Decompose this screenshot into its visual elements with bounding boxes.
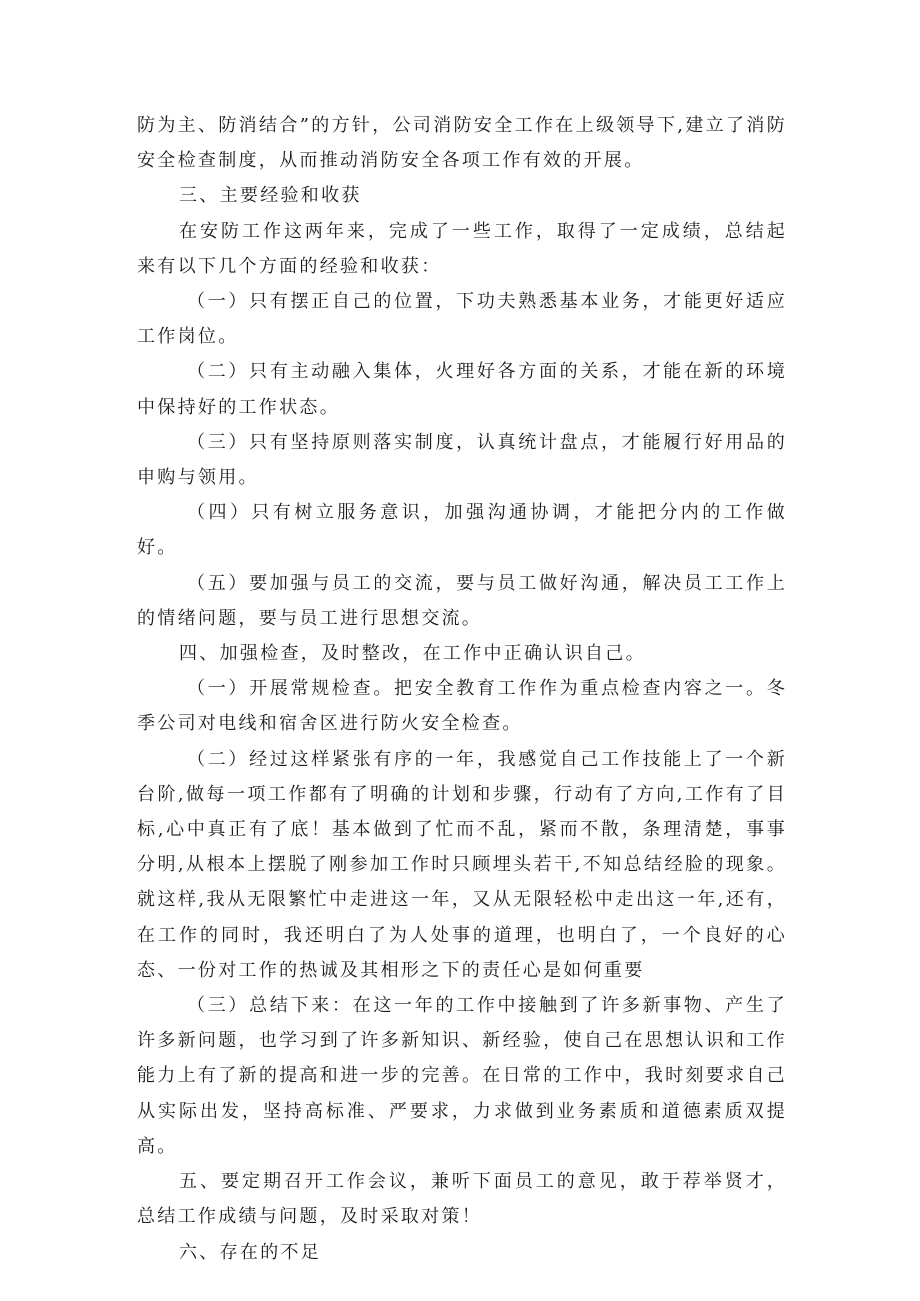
paragraph-fire-policy: 防为主、防消结合”的方针，公司消防安全工作在上级领导下,建立了消防安全检查制度，从而推动消防安全各项工作有效的开展。 bbox=[137, 115, 787, 172]
list-item-experience-3: （三）只有坚持原则落实制度，认真统计盘点，才能履行好用品的申购与领用。 bbox=[137, 431, 787, 489]
paragraph-experience-intro: 在安防工作这两年来，完成了一些工作，取得了一定成绩，总结起来有以下几个方面的经验和收获： bbox=[137, 220, 787, 277]
heading-shortcomings: 六、存在的不足 bbox=[179, 1241, 322, 1263]
heading-meetings: 五、要定期召开工作会议，兼听下面员工的意见，敢于荐举贤才，总结工作成绩与问题，及时采取对策！ bbox=[137, 1171, 787, 1228]
list-item-experience-1: （一）只有摆正自己的位置，下功夫熟悉基本业务，才能更好适应工作岗位。 bbox=[137, 291, 787, 348]
document-body bbox=[137, 108, 787, 1270]
list-item-experience-5: （五）要加强与员工的交流，要与员工做好沟通，解决员工工作上的情绪问题，要与员工进行思想交流。 bbox=[137, 572, 787, 629]
list-item-inspection-3: （三）总结下来：在这一年的工作中接触到了许多新事物、产生了许多新问题，也学习到了许多新知识、新经验，使自己在思想认识和工作能力上有了新的提高和进一步的完善。在日常的工作中，我时刻要求自己从实际出发，坚持高标准、严要求，力求做到业务素质和道德素质双提高。 bbox=[137, 995, 787, 1157]
heading-main-experience: 三、主要经验和收获 bbox=[179, 185, 362, 207]
list-item-experience-2: （二）只有主动融入集体，火理好各方面的关系，才能在新的环境中保持好的工作状态。 bbox=[137, 361, 787, 418]
list-item-inspection-2: （二）经过这样紧张有序的一年，我感觉自己工作技能上了一个新台阶,做每一项工作都有了明确的计划和步骤，行动有了方向,工作有了目标,心中真正有了底！基本做到了忙而不乱，紧而不散，条理清楚，事事分明,从根本上摆脱了刚参加工作时只顾埋头若干,不知总结经脸的现象。就这样,我从无限繁忙中走进这一年，又从无限轻松中走出这一年,还有，在工作的同时，我还明白了为人处事的道理，也明白了，一个良好的心态、一份对工作的热诚及其相形之下的责任心是如何重要 bbox=[137, 748, 787, 981]
list-item-inspection-1: （一）开展常规检查。把安全教育工作作为重点检查内容之一。冬季公司对电线和宿舍区进行防火安全检查。 bbox=[137, 678, 787, 735]
list-item-experience-4: （四）只有树立服务意识，加强沟通协调，才能把分内的工作做好。 bbox=[137, 502, 787, 559]
heading-inspection: 四、加强检查，及时整改，在工作中正确认识自己。 bbox=[179, 643, 646, 665]
